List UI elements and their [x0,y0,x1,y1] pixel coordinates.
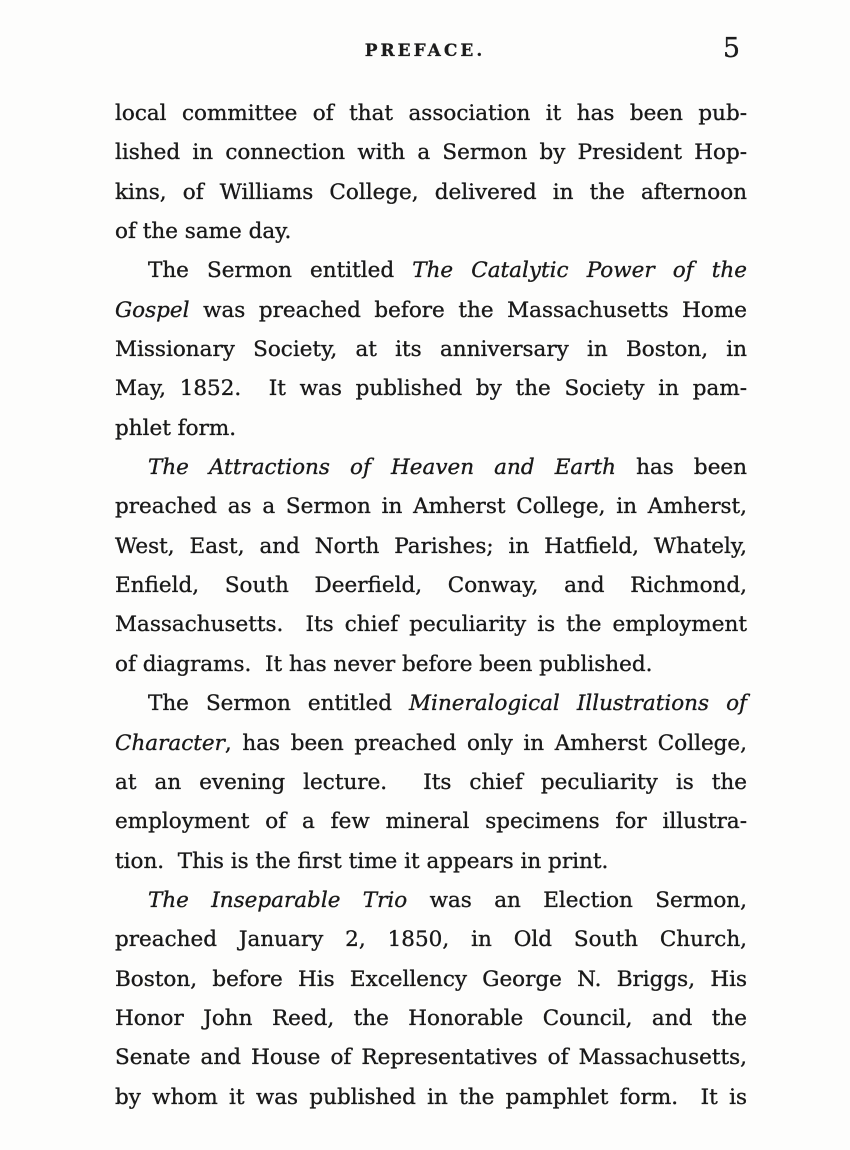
paragraph [115,684,747,881]
page-number: 5 [722,33,740,64]
text-segment: May, 1852. It was published by the Society in pam- [115,376,747,402]
text-segment: employment of a few mineral specimens for illustra- [115,809,747,835]
text-segment: phlet form. [115,415,237,441]
text-segment: Enfield, South Deerfield, Conway, and Richmond, [115,573,747,599]
text-line [115,527,747,566]
text-line [115,999,747,1038]
text-line [115,409,747,448]
italic-title-segment: Gospel [115,297,190,323]
text-segment: West, East, and North Parishes; in Hatfield, Whately, [115,533,747,559]
text-line [115,291,747,330]
text-line [115,763,747,802]
italic-title-segment: Character [115,730,225,756]
paragraph [115,448,747,684]
paragraph [115,881,747,1117]
text-segment: has been [616,455,747,481]
text-line [115,448,747,487]
text-segment: , has been preached only in Amherst College, [224,730,747,756]
text-line [115,251,747,290]
text-line [115,566,747,605]
text-segment: Boston, before His Excellency George N. Briggs, His [115,966,747,992]
text-segment: Senate and House of Representatives of Massachusetts, [115,1045,747,1071]
text-line [115,802,747,841]
italic-title-segment: The Inseparable Trio [148,887,408,913]
text-line [115,94,747,133]
text-line [115,487,747,526]
text-segment: at an evening lecture. Its chief peculiarity is the [115,769,747,795]
text-line [115,605,747,644]
italic-title-segment: Mineralogical Illustrations of [409,691,747,717]
text-line [115,724,747,763]
text-line [115,645,747,684]
text-segment: preached January 2, 1850, in Old South Church, [115,927,747,953]
text-line [115,173,747,212]
text-segment: preached as a Sermon in Amherst College, in Amherst, [115,494,747,520]
text-segment: lished in connection with a Sermon by President Hop- [115,140,747,166]
running-head-title: PREFACE. [364,41,486,61]
text-line [115,960,747,999]
text-segment: Massachusetts. Its chief peculiarity is the employment [115,612,747,638]
text-segment: The Sermon entitled [148,691,410,717]
text-segment: kins, of Williams College, delivered in the afternoon [115,179,747,205]
text-line [115,1078,747,1117]
paragraph [115,94,747,251]
italic-title-segment: The Catalytic Power of the [412,258,747,284]
text-line [115,920,747,959]
text-segment: by whom it was published in the pamphlet form. It is [115,1084,747,1110]
paragraph [115,251,747,448]
text-segment: Honor John Reed, the Honorable Council, and the [115,1005,747,1031]
text-segment: tion. This is the first time it appears in print. [115,848,609,874]
text-line [115,881,747,920]
text-line [115,842,747,881]
text-line [115,1038,747,1077]
text-segment: of diagrams. It has never before been published. [115,651,653,677]
text-segment: was preached before the Massachusetts Home [189,297,747,323]
text-segment: was an Election Sermon, [407,887,747,913]
text-line [115,330,747,369]
text-segment: of the same day. [115,219,292,245]
text-line [115,369,747,408]
text-segment: Missionary Society, at its anniversary in Boston, in [115,337,747,363]
body-text [115,94,747,1117]
text-line [115,684,747,723]
text-line [115,133,747,172]
text-segment: local committee of that association it has been pub- [115,101,747,126]
text-line [115,212,747,251]
italic-title-segment: The Attractions of Heaven and Earth [148,455,616,481]
text-segment: The Sermon entitled [148,258,413,284]
